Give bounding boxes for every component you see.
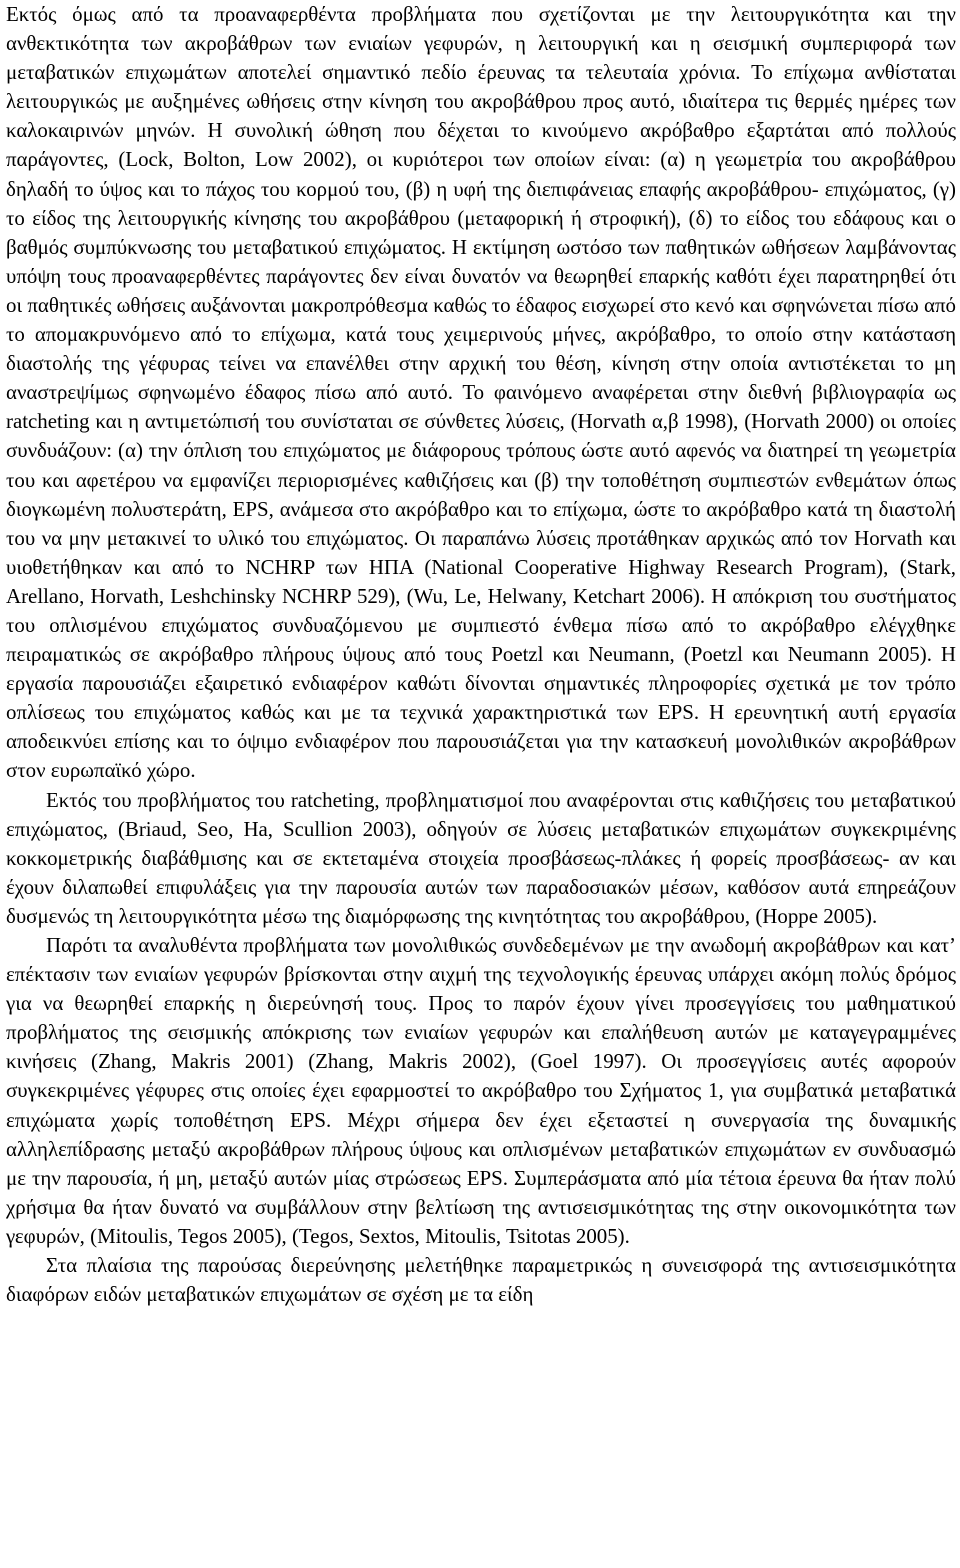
paragraph-current-study: Στα πλαίσια της παρούσας διερεύνησης μελετήθηκε παραμετρικώς η συνεισφορά της αντισεισμικότητα διαφόρων ειδών μεταβατικών επιχωμάτων σε σχέση με τα είδη	[6, 1253, 956, 1307]
paragraph-abutment-backfill: Εκτός όμως από τα προαναφερθέντα προβλήματα που σχετίζονται με την λειτουργικότητα και την ανθεκτικότητα των ακροβάθρων των ενιαίων γεφυρών, η λειτουργική και η σεισμική συμπεριφορά των μεταβατικών επιχωμάτων αποτελεί σημαντικό πεδίο έρευνας τα τελευταία χρόνια. Το επίχωμα ανθίσταται λειτουργικώς με αυξημένες ωθήσεις στην κίνηση του ακροβάθρου προς αυτό, ιδιαίτερα τις θερμές ημέρες των καλοκαιρινών μηνών. Η συνολική ώθηση που δέχεται το κινούμενο ακρόβαθρο εξαρτάται από πολλούς παράγοντες, (Lock, Bolton, Low 2002), οι κυριότεροι των οποίων είναι: (α) η γεωμετρία του ακροβάθρου δηλαδή το ύψος και το πάχος του κορμού του, (β) η υφή της διεπιφάνειας επαφής ακροβάθρου- επιχώματος, (γ) το είδος της λειτουργικής κίνησης του ακροβάθρου (μεταφορική ή στροφική), (δ) το είδος του εδάφους και ο βαθμός συμπύκνωσης του μεταβατικού επιχώματος. Η εκτίμηση ωστόσο των παθητικών ωθήσεων λαμβάνοντας υπόψη τους προαναφερθέντες παράγοντες δεν είναι δυνατόν να θεωρηθεί επαρκής καθότι έχει παρατηρηθεί ότι οι παθητικές ωθήσεις αυξάνονται μακροπρόθεσμα καθώς το έδαφος εισχωρεί στο κενό και σφηνώνεται πίσω από το απομακρυνόμενο από το επίχωμα, κατά τους χειμερινούς μήνες, ακρόβαθρο, το οποίο στην κατάσταση διαστολής της γέφυρας τείνει να επανέλθει στην αρχική του θέση, κίνηση στην οποία αντιστέκεται το μη αναστρεψίμως σφηνωμένο έδαφος πίσω από αυτό. Το φαινόμενο αναφέρεται στην διεθνή βιβλιογραφία ως ratcheting και η αντιμετώπισή του συνίσταται σε σύνθετες λύσεις, (Horvath α,β 1998), (Horvath 2000) οι οποίες συνδυάζουν: (α) την όπλιση του επιχώματος με διάφορους τρόπους ώστε αυτό αφενός να διατηρεί τη γεωμετρία του και αφετέρου να εμφανίζει περιορισμένες καθιζήσεις και (β) την τοποθέτηση συμπιεστών ενθεμάτων όπως διογκωμένη πολυστεράτη, EPS, ανάμεσα στο ακρόβαθρο και το επίχωμα, ώστε το ακρόβαθρο κατά τη διαστολή του να μην μετακινεί το υλικό του επιχώματος. Οι παραπάνω λύσεις προτάθηκαν αρχικώς από τον Horvath και υιοθετήθηκαν και από το NCHRP των ΗΠΑ (National Cooperative Highway Research Program), (Stark, Arellano, Horvath, Leshchinsky NCHRP 529), (Wu, Le, Helwany, Ketchart 2006). Η απόκριση του συστήματος του οπλισμένου επιχώματος συνδυαζόμενου με συμπιεστό ένθεμα πίσω από το ακρόβαθρο ελέγχθηκε πειραματικώς σε ακρόβαθρο πλήρους ύψους από τους Poetzl και Neumann, (Poetzl και Neumann 2005). Η εργασία παρουσιάζει εξαιρετικό ενδιαφέρον καθώτι δίνονται σημαντικές πληροφορίες σχετικά με τον τρόπο οπλίσεως του επιχώματος καθώς και με τα τεχνικά χαρακτηριστικά των EPS. Η ερευνητική αυτή εργασία αποδεικνύει επίσης και το όψιμο ενδιαφέρον που παρουσιάζεται για την κατασκευή μονολιθικών ακροβάθρων στον ευρωπαϊκό χώρο.	[6, 2, 956, 783]
document-page	[6, 0, 956, 1309]
paragraph-ratcheting-settlement: Εκτός του προβλήματος του ratcheting, προβληματισμοί που αναφέρονται στις καθιζήσεις του μεταβατικού επιχώματος, (Briaud, Seo, Ha, Scullion 2003), οδηγούν σε λύσεις μεταβατικών επιχωμάτων συγκεκριμένης κοκκομετρικής διαβάθμισης και σε εκτεταμένα στοιχεία προσβάσεως-πλάκες ή φορείς προσβάσεως- αν και έχουν διλαπωθεί επιφυλάξεις για την παρουσία αυτών των παραδοσιακών μέσων, καθόσον αυτά επηρεάζουν δυσμενώς τη λειτουργικότητα μέσω της διαμόρφωσης της κινητότητας του ακροβάθρου, (Hoppe 2005).	[6, 787, 956, 928]
paragraph-research-gap: Παρότι τα αναλυθέντα προβλήματα των μονολιθικώς συνδεδεμένων με την ανωδομή ακροβάθρων και κατ’ επέκτασιν των ενιαίων γεφυρών βρίσκονται στην αιχμή της τεχνολογικής έρευνας υπάρχει ακόμη πολύς δρόμος για να θεωρηθεί επαρκής η διερεύνησή τους. Προς το παρόν έχουν γίνει προσεγγίσεις του μαθηματικού προβλήματος της σεισμικής απόκρισης των ενιαίων γεφυρών και επαλήθευση αυτών με καταγεγραμμένες κινήσεις (Zhang, Makris 2001) (Zhang, Makris 2002), (Goel 1997). Οι προσεγγίσεις αυτές αφορούν συγκεκριμένες γέφυρες στις οποίες έχει εφαρμοστεί το ακρόβαθρο του Σχήματος 1, για συμβατικά μεταβατικά επιχώματα χωρίς τοποθέτηση EPS. Μέχρι σήμερα δεν έχει εξεταστεί η συνεργασία της δυναμικής αλληλεπίδρασης μεταξύ ακροβάθρων πλήρους ύψους και οπλισμένων μεταβατικών επιχωμάτων εν συνδυασμώ με την παρουσία, ή μη, μεταξύ αυτών μίας στρώσεως EPS. Συμπεράσματα από μία τέτοια έρευνα θα ήταν πολύ χρήσιμα θα ήταν δυνατό να συμβάλλουν στην βελτίωση της αντισεισμικότητας της στην οικονομικότητα των γεφυρών, (Mitoulis, Tegos 2005), (Tegos, Sextos, Mitoulis, Tsitotas 2005).	[6, 933, 956, 1248]
